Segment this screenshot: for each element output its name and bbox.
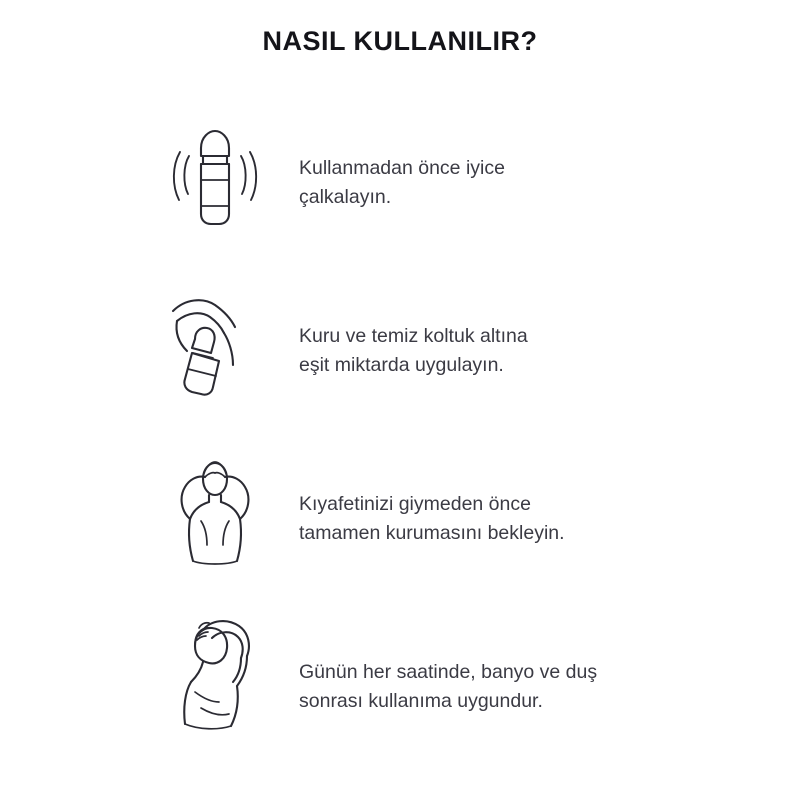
underarm-apply-icon <box>155 276 275 426</box>
step-text <box>299 490 565 549</box>
list-item <box>0 267 800 435</box>
woman-arms-up-dry-icon <box>155 444 275 594</box>
step-text-line: Günün her saatinde, banyo ve duş <box>299 660 598 683</box>
list-item <box>0 99 800 267</box>
list-item <box>0 603 800 771</box>
step-text <box>299 154 505 213</box>
roll-on-shake-icon <box>155 108 275 258</box>
step-text <box>299 322 528 381</box>
steps-list <box>0 99 800 771</box>
list-item <box>0 435 800 603</box>
step-text-line: Kıyafetinizi giymeden önce <box>299 492 531 515</box>
step-text-line: Kuru ve temiz koltuk altına <box>299 324 528 347</box>
step-text-line: eşit miktarda uygulayın. <box>299 354 504 376</box>
step-text-line: tamamen kurumasını bekleyin. <box>299 522 565 544</box>
woman-shower-arm-raised-icon <box>155 612 275 762</box>
step-text <box>299 658 597 717</box>
step-text-line: çalkalayın. <box>299 186 392 208</box>
step-text-line: Kullanmadan önce iyice <box>299 156 505 179</box>
step-text-line: sonrası kullanıma uygundur. <box>299 690 543 712</box>
page-title: NASIL KULLANILIR? <box>262 26 538 56</box>
